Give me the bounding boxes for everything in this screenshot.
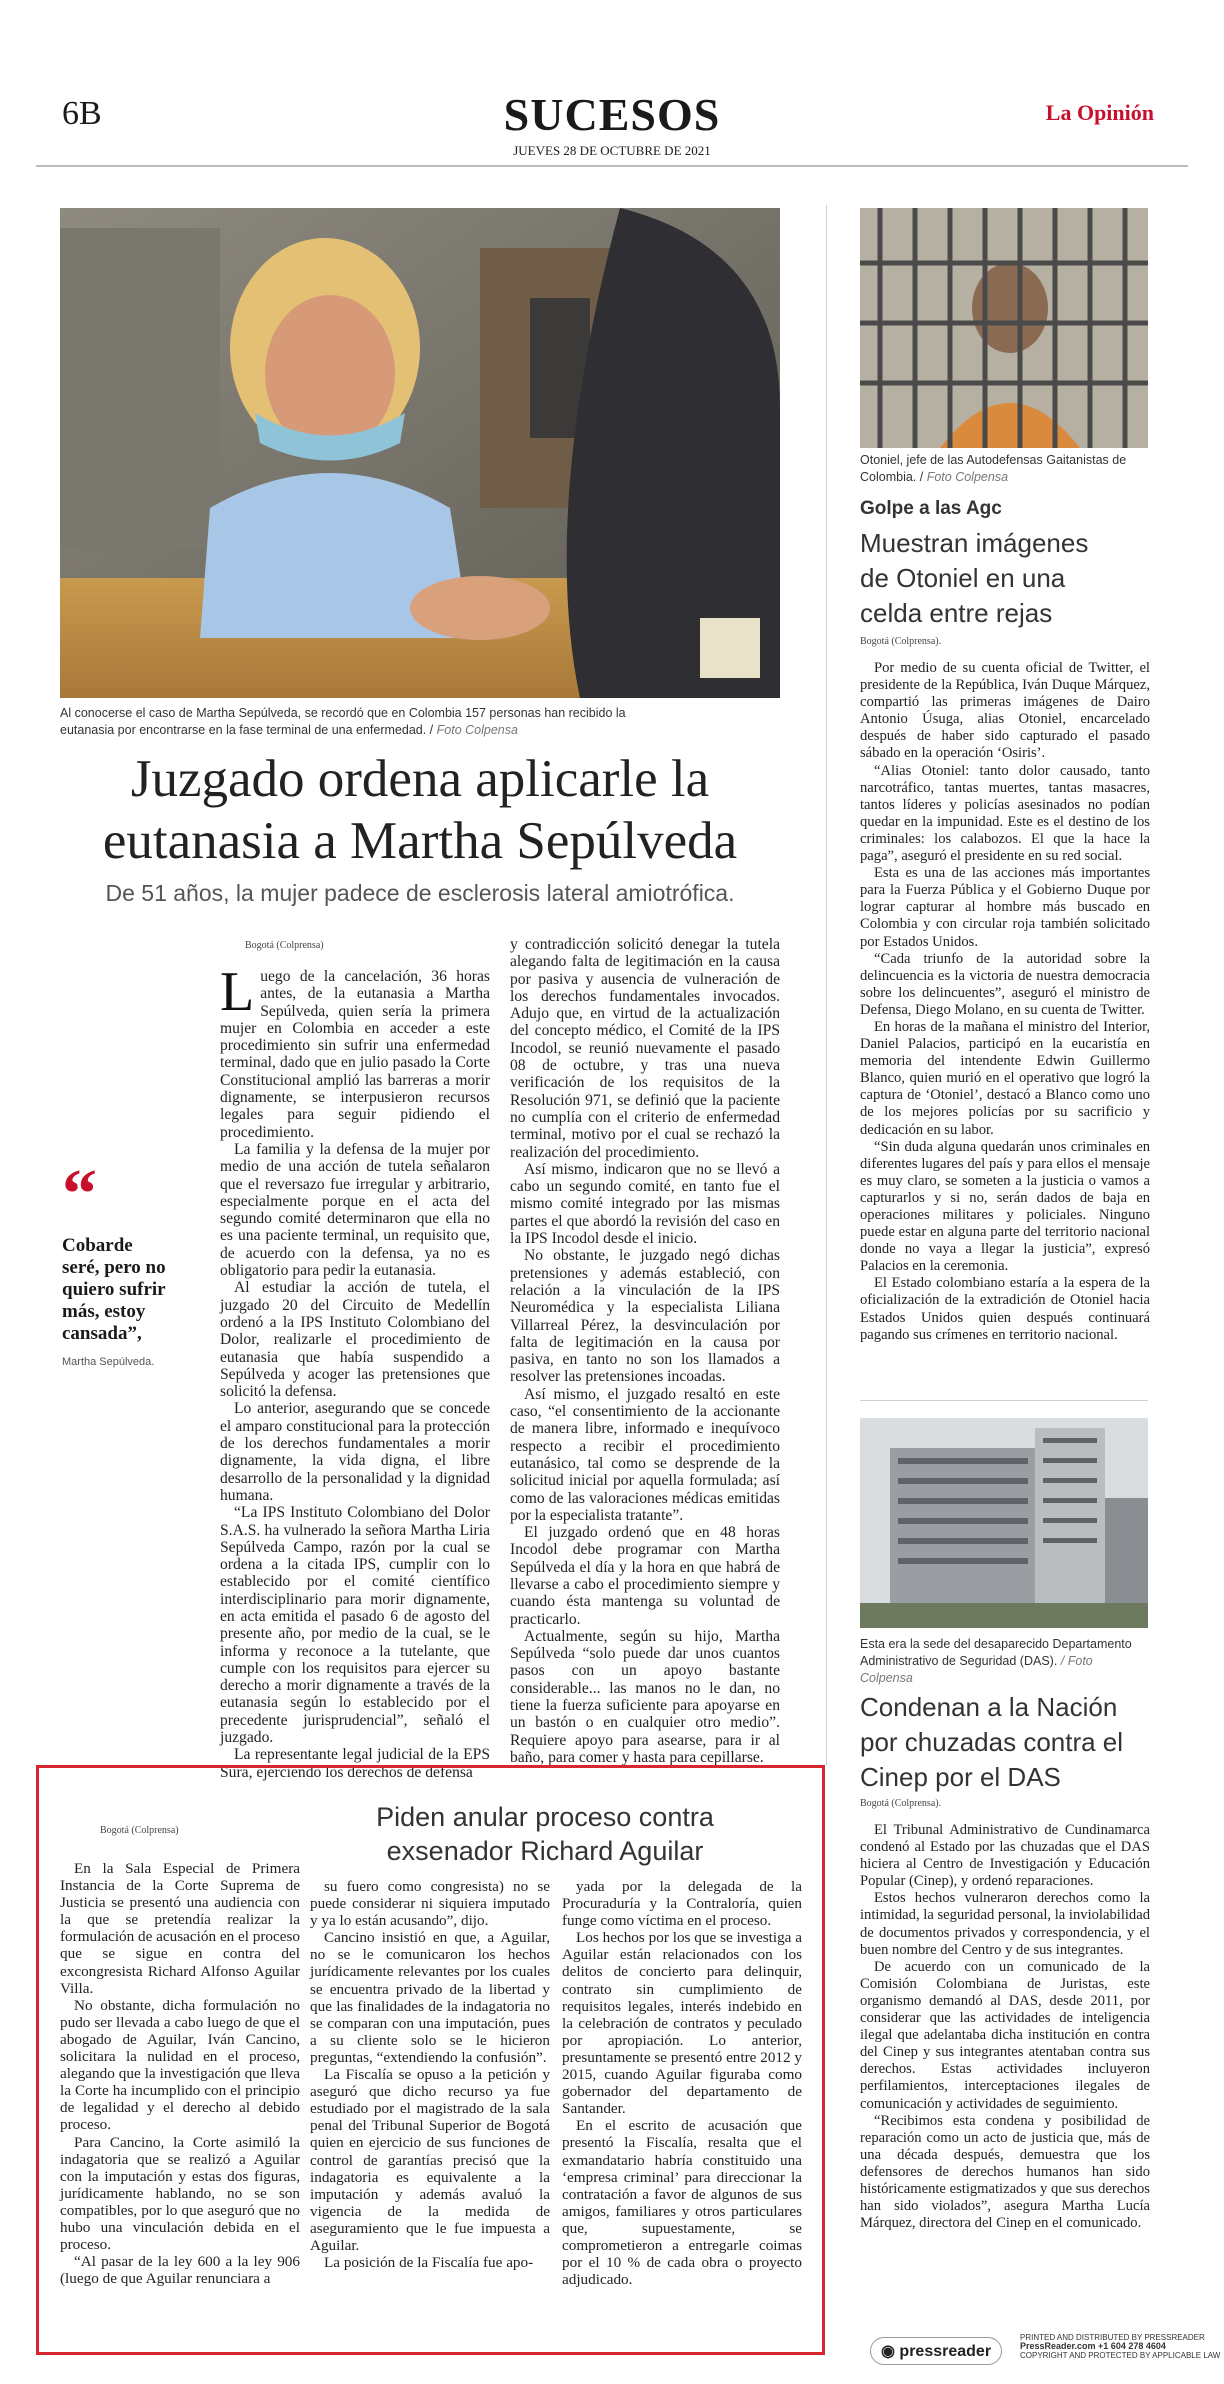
pressreader-icon: ◉ bbox=[881, 2343, 895, 2360]
paragraph-text: uego de la cancelación, 36 horas antes, de la eutanasia a Martha Sepúlveda, quien sería la primera mujer en Colombia en acceder a este procedimiento sin sufrir una enfermedad terminal, dado que en julio pasado la Corte Constitucional amplió las barreras a morir dignamente, se interpusieron recursos legales para seguir pidiendo el procedimiento. bbox=[220, 968, 490, 1141]
pr-line: PRINTED AND DISTRIBUTED BY PRESSREADER bbox=[1020, 2333, 1205, 2342]
paragraph: Esta es una de las acciones más importantes para la Fuerza Pública y el Gobierno Duque por lograr capturar al hombre más buscado en Colombia y con circular roja también solicitado por Estados Unidos. bbox=[860, 865, 1150, 950]
caption-text: Otoniel, jefe de las Autodefensas Gaitanistas de Colombia. / bbox=[860, 453, 1127, 484]
paragraph bbox=[220, 961, 490, 1141]
sidebar-headline: Muestran imágenes de Otoniel en una celda entre rejas bbox=[860, 528, 1089, 628]
paragraph: Al estudiar la acción de tutela, el juzgado 20 del Circuito de Medellín ordenó a la IPS Instituto Colombiano del Dolor, realizarle el procedimiento de eutanasia que había suspendido a Sepúlveda y acoger las pretensiones que solicitó la defensa. bbox=[220, 1279, 490, 1401]
pr-line: PressReader.com +1 604 278 4604 bbox=[1020, 2341, 1166, 2351]
main-body-col1 bbox=[220, 961, 490, 1781]
martha-photo-illustration bbox=[60, 208, 780, 698]
boxed-headline: Piden anular proceso contra exsenador Richard Aguilar bbox=[376, 1802, 714, 1866]
sidebar-body bbox=[860, 1822, 1150, 2232]
paragraph: De acuerdo con un comunicado de la Comisión Colombiana de Juristas, este organismo demandó al DAS, desde 2011, por considerar que las actividades de inteligencia ilegal que adelantaba dicha institución en contra del Cinep y sus integrantes atentaban contra sus derechos. Estas actividades incluyeron perfilamientos, interceptaciones ilegales de comunicación y actividades de seguimiento. bbox=[860, 1958, 1150, 2112]
sidebar-dateline: Bogotá (Colprensa). bbox=[860, 1798, 942, 1809]
paragraph: yada por la delegada de la Procuraduría y la Contraloría, quien funge como víctima en el proceso. bbox=[562, 1878, 802, 1930]
paragraph: Los hechos por los que se investiga a Aguilar están relacionados con los delitos de concierto para delinquir, contrato sin cumplimiento de requisitos legales, interés indebido en la celebración de contratos y peculado por apropiación. Lo anterior, presuntamente se presentó entre 2012 y 2015, cuando Aguilar figuraba como gobernador del departamento de Santander. bbox=[562, 1929, 802, 2118]
newspaper-logo: La Opinión bbox=[1045, 100, 1154, 125]
paragraph: “Alias Otoniel: tanto dolor causado, tanto narcotráfico, tantas muertes, tantas masacres, tantos líderes y policías asesinados no podían quedar en la impunidad. Este es el destino de los criminales: los calabozos. El que la hace la paga”, aseguró el presidente en su red social. bbox=[860, 762, 1150, 865]
paragraph: La posición de la Fiscalía fue apo- bbox=[324, 2254, 534, 2272]
caption-text: Al conocerse el caso de Martha Sepúlveda, se recordó que en Colombia 157 personas han recibido la eutanasia por encontrarse en la fase terminal de una enfermedad. / bbox=[60, 706, 626, 737]
boxed-body-col2 bbox=[310, 1878, 550, 2271]
main-photo bbox=[60, 208, 780, 698]
paragraph: “Al pasar de la ley 600 a la ley 906 (luego de que Aguilar renunciara a bbox=[60, 2253, 300, 2288]
paragraph: En el escrito de acusación que presentó la Fiscalía, resalta que el exmandatario habría constituido una ‘empresa criminal’ para direccionar la contratación a favor de algunos de sus amigos, familiares y otros particulares que, supuestamente, se comprometieron a entregarle coimas por el 10 % de cada obra o proyecto adjudicado. bbox=[562, 2117, 802, 2289]
paragraph: El Tribunal Administrativo de Cundinamarca condenó al Estado por las chuzadas que el DAS hiciera al Centro de Investigación y Educación Popular (Cinep), y ordenó reparaciones. bbox=[860, 1822, 1150, 1890]
pull-quote-author: Martha Sepúlveda. bbox=[62, 1356, 155, 1368]
paragraph: “Recibimos esta condena y posibilidad de reparación como un acto de justicia que, más de una década después, demuestra que los defensores de derechos humanos han sido históricamente estigmatizados y que sus derechos han sido violados”, asegura Martha Lucía Márquez, directora del Cinep en el comunicado. bbox=[860, 2112, 1150, 2232]
main-subheadline: De 51 años, la mujer padece de esclerosis lateral amiotrófica. bbox=[105, 880, 735, 906]
prison-cell-illustration bbox=[860, 208, 1148, 448]
quote-mark: “ bbox=[62, 1156, 97, 1233]
paragraph: y contradicción solicitó denegar la tutela alegando falta de legitimación en la causa por pasiva y ausencia de vulneración de los derechos fundamentales invocados. Adujo que, en virtud de la actualización del concepto médico, el Comité de la IPS Incodol, se reunió nuevamente el pasado 08 de octubre, y tras una nueva verificación de los requisitos de la Resolución 971, se definió que la paciente no cumplía con el criterio de enfermedad terminal, motivo por el cual se rechazó la realización del procedimiento. bbox=[510, 936, 780, 1161]
caption-credit: / Foto Colpensa bbox=[860, 1654, 1093, 1685]
caption-text: Esta era la sede del desaparecido Departamento Administrativo de Seguridad (DAS). bbox=[860, 1637, 1132, 1668]
header-rule bbox=[36, 165, 1188, 167]
issue-date: JUEVES 28 DE OCTUBRE DE 2021 bbox=[513, 143, 711, 158]
caption-credit: Foto Colpensa bbox=[436, 723, 518, 737]
main-dateline: Bogotá (Colprensa) bbox=[245, 940, 324, 951]
otoniel-photo bbox=[860, 208, 1148, 448]
otoniel-caption bbox=[860, 452, 1150, 486]
paragraph: Estos hechos vulneraron derechos como la intimidad, la seguridad personal, la inviolabilidad de documentos privados y correspondencia, y el buen nombre del Centro y de sus integrantes. bbox=[860, 1890, 1150, 1958]
paragraph: La familia y la defensa de la mujer por medio de una acción de tutela señalaron que el reversazo fue irregular y arbitrario, especialmente porque en el acta del segundo comité determinaron que ella no es una paciente terminal, un requisito que, de acuerdo con la defensa, ya no es obligatorio para pedir la eutanasia. bbox=[220, 1140, 490, 1280]
pr-line: COPYRIGHT AND PROTECTED BY APPLICABLE LAW bbox=[1020, 2351, 1221, 2360]
paragraph: En la Sala Especial de Primera Instancia de la Corte Suprema de Justicia se presentó una audiencia con la que se pretendía realizar la formulación de acusación en el proceso que se sigue en contra del excongresista Richard Alfonso Aguilar Villa. bbox=[60, 1860, 300, 1997]
das-caption bbox=[860, 1636, 1140, 1687]
kicker: Golpe a las Agc bbox=[860, 498, 1002, 519]
paragraph: El juzgado ordenó que en 48 horas Incodol debe programar con Martha Sepúlveda el día y la hora en que habrá de llevarse a cabo el procedimiento siempre y cuando ésta mantenga su voluntad de practicarlo. bbox=[510, 1524, 780, 1628]
paragraph: Cancino insistió en que, a Aguilar, no se le comunicaron los hechos jurídicamente relevantes por los cuales se encuentra privado de la libertad y que las finalidades de la indagatoria no se comparan con una imputación, pues a su cliente solo se le hicieron preguntas, “extendiendo la confusión”. bbox=[310, 1929, 550, 2066]
pressreader-label: pressreader bbox=[899, 2343, 992, 2360]
paragraph: Así mismo, indicaron que no se llevó a cabo un segundo comité, en tanto fue el mismo comité integrado por las mismas partes el que abordó la revisión del caso en la IPS Incodol desde el inicio. bbox=[510, 1160, 780, 1248]
paragraph: La representante legal judicial de la EPS Sura, ejerciendo los derechos de defensa bbox=[220, 1746, 490, 1781]
paragraph: En horas de la mañana el ministro del Interior, Daniel Palacios, participó en la eucaristía en memoria del intendente Edwin Guillermo Blanco, quien murió en el operativo que logró la captura de ‘Otoniel’, destacó a Blanco como uno de los mejores policías por su sacrificio y dedicación en su labor. bbox=[860, 1018, 1150, 1138]
paragraph: “Sin duda alguna quedarán unos criminales en diferentes lugares del país y para ellos el mensaje es muy claro, se someten a la justicia o vamos a capturarlos y si no, serán dados de baja en operaciones militares y policiales. Ninguno puede estar en alguna parte del territorio nacional donde no vaya a llegar la justicia”, expresó Palacios en la ceremonia. bbox=[860, 1138, 1150, 1275]
paragraph: No obstante, le juzgado negó dichas pretensiones y además estableció, con relación a la vinculación de la IPS Neuromédica y la especialista Liliana Villarreal Pérez, la desvinculación por falta de legitimación en la causa por pasiva, en tanto no son los llamados a resolver las pretensiones incoadas. bbox=[510, 1247, 780, 1386]
paragraph: Para Cancino, la Corte asimiló la indagatoria que se realizó a Aguilar con la imputación y estas dos figuras, jurídicamente hablando, no se son compatibles, por lo que aseguró que no hubo una vinculación debida en el proceso. bbox=[60, 2133, 300, 2254]
boxed-dateline: Bogotá (Colprensa) bbox=[100, 1825, 179, 1836]
paragraph: La Fiscalía se opuso a la petición y aseguró que dicho recurso ya fue estudiado por el magistrado de la sala penal del Tribunal Superior de Bogotá quien en ejercicio de sus funciones de control de garantías precisó que la indagatoria es equivalente a la imputación y además avaluó la vigencia de la medida de aseguramiento que le fue impuesta a Aguilar. bbox=[310, 2066, 550, 2254]
sidebar-headline: Condenan a la Nación por chuzadas contra el Cinep por el DAS bbox=[860, 1692, 1124, 1792]
page-number: 6B bbox=[62, 95, 102, 132]
sidebar-body bbox=[860, 660, 1150, 1344]
paragraph: “Cada triunfo de la autoridad sobre la delincuencia es la victoria de nuestra democracia sobre los delincuentes”, aseguró el ministro de Defensa, Diego Molano, en su cuenta de Twitter. bbox=[860, 950, 1150, 1018]
sidebar-dateline: Bogotá (Colprensa). bbox=[860, 636, 942, 647]
pressreader-badge bbox=[870, 2337, 1002, 2365]
paragraph: El Estado colombiano estaría a la espera de la oficialización de la extradición de Otoniel hacia Estados Unidos quien después continuará pagando sus crímenes en territorio nacional. bbox=[860, 1275, 1150, 1343]
paragraph: Por medio de su cuenta oficial de Twitter, el presidente de la República, Iván Duque Márquez, compartió las primeras imágenes de Dairo Antonio Úsuga, alias Otoniel, encarcelado después de haber sido capturado el pasado sábado en la operación ‘Osiris’. bbox=[860, 660, 1150, 762]
paragraph: No obstante, dicha formulación no pudo ser llevada a cabo luego de que el abogado de Aguilar, Iván Cancino, solicitara la nulidad en el proceso, alegando que la investigación que lleva la Corte ha incumplido con el principio de legalidad y el derecho al debido proceso. bbox=[60, 1996, 300, 2134]
paragraph: Así mismo, el juzgado resaltó en este caso, “el consentimiento de la accionante de manera libre, informado e inequívoco respecto a recibir el procedimiento eutanásico, tal como se desprende de la solicitud inicial por aquella formulada; así como de las valoraciones médicas emitidas por la especialista tratante”. bbox=[510, 1385, 780, 1524]
drop-cap: L bbox=[220, 961, 255, 1023]
story-divider bbox=[860, 1400, 1148, 1401]
caption-credit: Foto Colpensa bbox=[926, 470, 1009, 484]
pressreader-notice bbox=[1020, 2333, 1220, 2360]
section-title: SUCESOS bbox=[503, 89, 721, 140]
paragraph: Lo anterior, asegurando que se concede el amparo constitucional para la protección de los derechos fundamentales a morir dignamente, la vida digna, el libre desarrollo de la personalidad y la dignidad humana. bbox=[220, 1400, 490, 1504]
das-photo bbox=[860, 1418, 1148, 1628]
boxed-body-col1 bbox=[60, 1860, 300, 2287]
paragraph: “La IPS Instituto Colombiano del Dolor S.A.S. ha vulnerado la señora Martha Liria Sepúlveda Campo, razón por la cual se ordena a la citada IPS, cumplir con lo establecido por el comité científico interdisciplinario para morir dignamente, en acta emitida el pasado 6 de agosto del presente año, por medio de la cual, se le informa y reconoce a la tutelante, que cumple con los requisitos para ejercer su derecho a morir dignamente a través de la eutanasia según lo establecido por el precedente jurisprudencial”, señaló el juzgado. bbox=[220, 1504, 490, 1747]
main-headline: Juzgado ordena aplicarle la eutanasia a Martha Sepúlveda bbox=[102, 750, 738, 870]
building-illustration bbox=[860, 1418, 1148, 1628]
boxed-body-col3 bbox=[562, 1878, 802, 2288]
column-rule bbox=[826, 205, 827, 1765]
pull-quote: Cobarde seré, pero no quiero sufrir más, estoy cansada”, bbox=[62, 1235, 166, 1344]
main-photo-caption bbox=[60, 705, 680, 739]
main-body-col2 bbox=[510, 936, 780, 1766]
paragraph: su fuero como congresista) no se puede considerar ni siquiera imputado y ya lo están acusando”, dijo. bbox=[310, 1878, 550, 1930]
paragraph: Actualmente, según su hijo, Martha Sepúlveda “solo puede dar unos cuantos pasos con un apoyo bastante considerable... las manos no le dan, no tiene la fuerza suficiente para apoyarse en un bastón o en cualquier otro medio”. Requiere apoyo para asearse, para ir al baño, para comer y hasta para cepillarse. bbox=[510, 1627, 780, 1766]
